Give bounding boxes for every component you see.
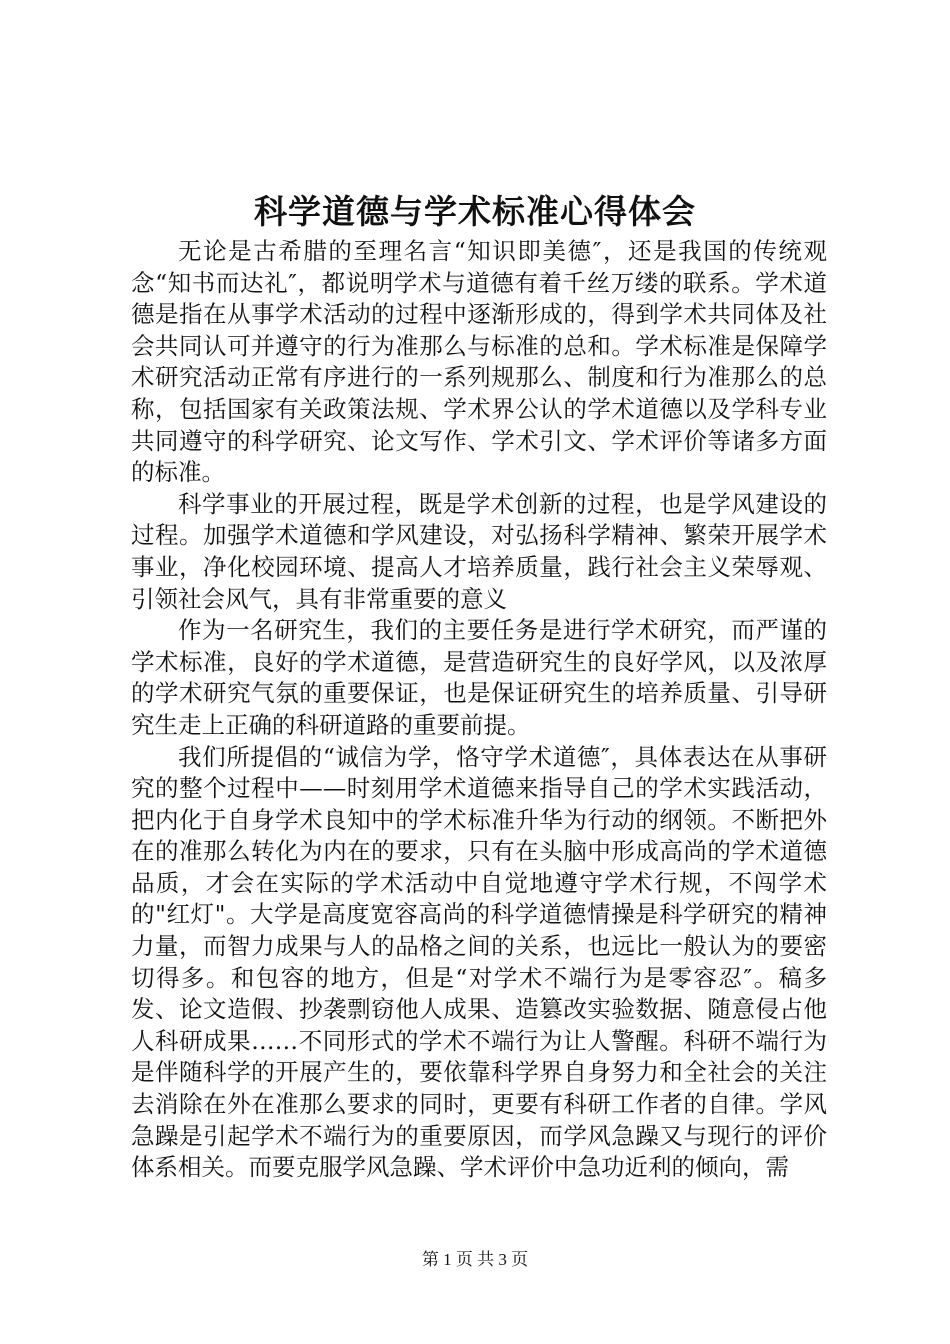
paragraph: 科学事业的开展过程，既是学术创新的过程，也是学风建设的过程。加强学术道德和学风建设，对弘扬科学精神、繁荣开展学术事业，净化校园环境、提高人才培养质量，践行社会主义荣辱观、引领社会风气，具有非常重要的意义	[131, 489, 827, 613]
paragraph: 作为一名研究生，我们的主要任务是进行学术研究，而严谨的学术标准，良好的学术道德，是营造研究生的良好学风，以及浓厚的学术研究气氛的重要保证，也是保证研究生的培养质量、引导研究生走上正确的科研道路的重要前提。	[131, 616, 827, 739]
paragraph: 无论是古希腊的至理名言“知识即美德″，还是我国的传统观念“知书而达礼″，都说明学术与道德有着千丝万缕的联系。学术道德是指在从事学术活动的过程中逐渐形成的，得到学术共同体及社会共同认可并遵守的行为准那么与标准的总和。学术标准是保障学术研究活动正常有序进行的一系列规那么、制度和行为准那么的总称，包括国家有关政策法规、学术界公认的学术道德以及学科专业共同遵守的科学研究、论文写作、学术引文、学术评价等诸多方面的标准。	[131, 237, 827, 487]
document-title: 科学道德与学术标准心得体会	[254, 192, 696, 231]
page-number-label: 第 1 页 共 3 页	[421, 1250, 529, 1269]
paragraph: 我们所提倡的“诚信为学，恪守学术道德″，具体表达在从事研究的整个过程中——时刻用学术道德来指导自己的学术实践活动，把内化于自身学术良知中的学术标准升华为行动的纲领。不断把外在的准那么转化为内在的要求，只有在头脑中形成高尚的学术道德品质，才会在实际的学术活动中自觉地遵守学术行规，不闯学术的"红灯"。大学是高度宽容高尚的科学道德情操是科学研究的精神力量，而智力成果与人的品格之间的关系，也远比一般认为的要密切得多。和包容的地方，但是“对学术不端行为是零容忍″。稿多发、论文造假、抄袭剽窃他人成果、造篡改实验数据、随意侵占他人科研成果……不同形式的学术不端行为让人警醒。科研不端行为是伴随科学的开展产生的，要依靠科学界自身努力和全社会的关注去消除在外在准那么要求的同时，更要有科研工作者的自律。学风急躁是引起学术不端行为的重要原因，而学风急躁又与现行的评价体系相关。而要克服学风急躁、学术评价中急功近利的倾向，需	[131, 742, 827, 1182]
page-footer	[0, 1245, 950, 1270]
document-body	[131, 236, 827, 1184]
